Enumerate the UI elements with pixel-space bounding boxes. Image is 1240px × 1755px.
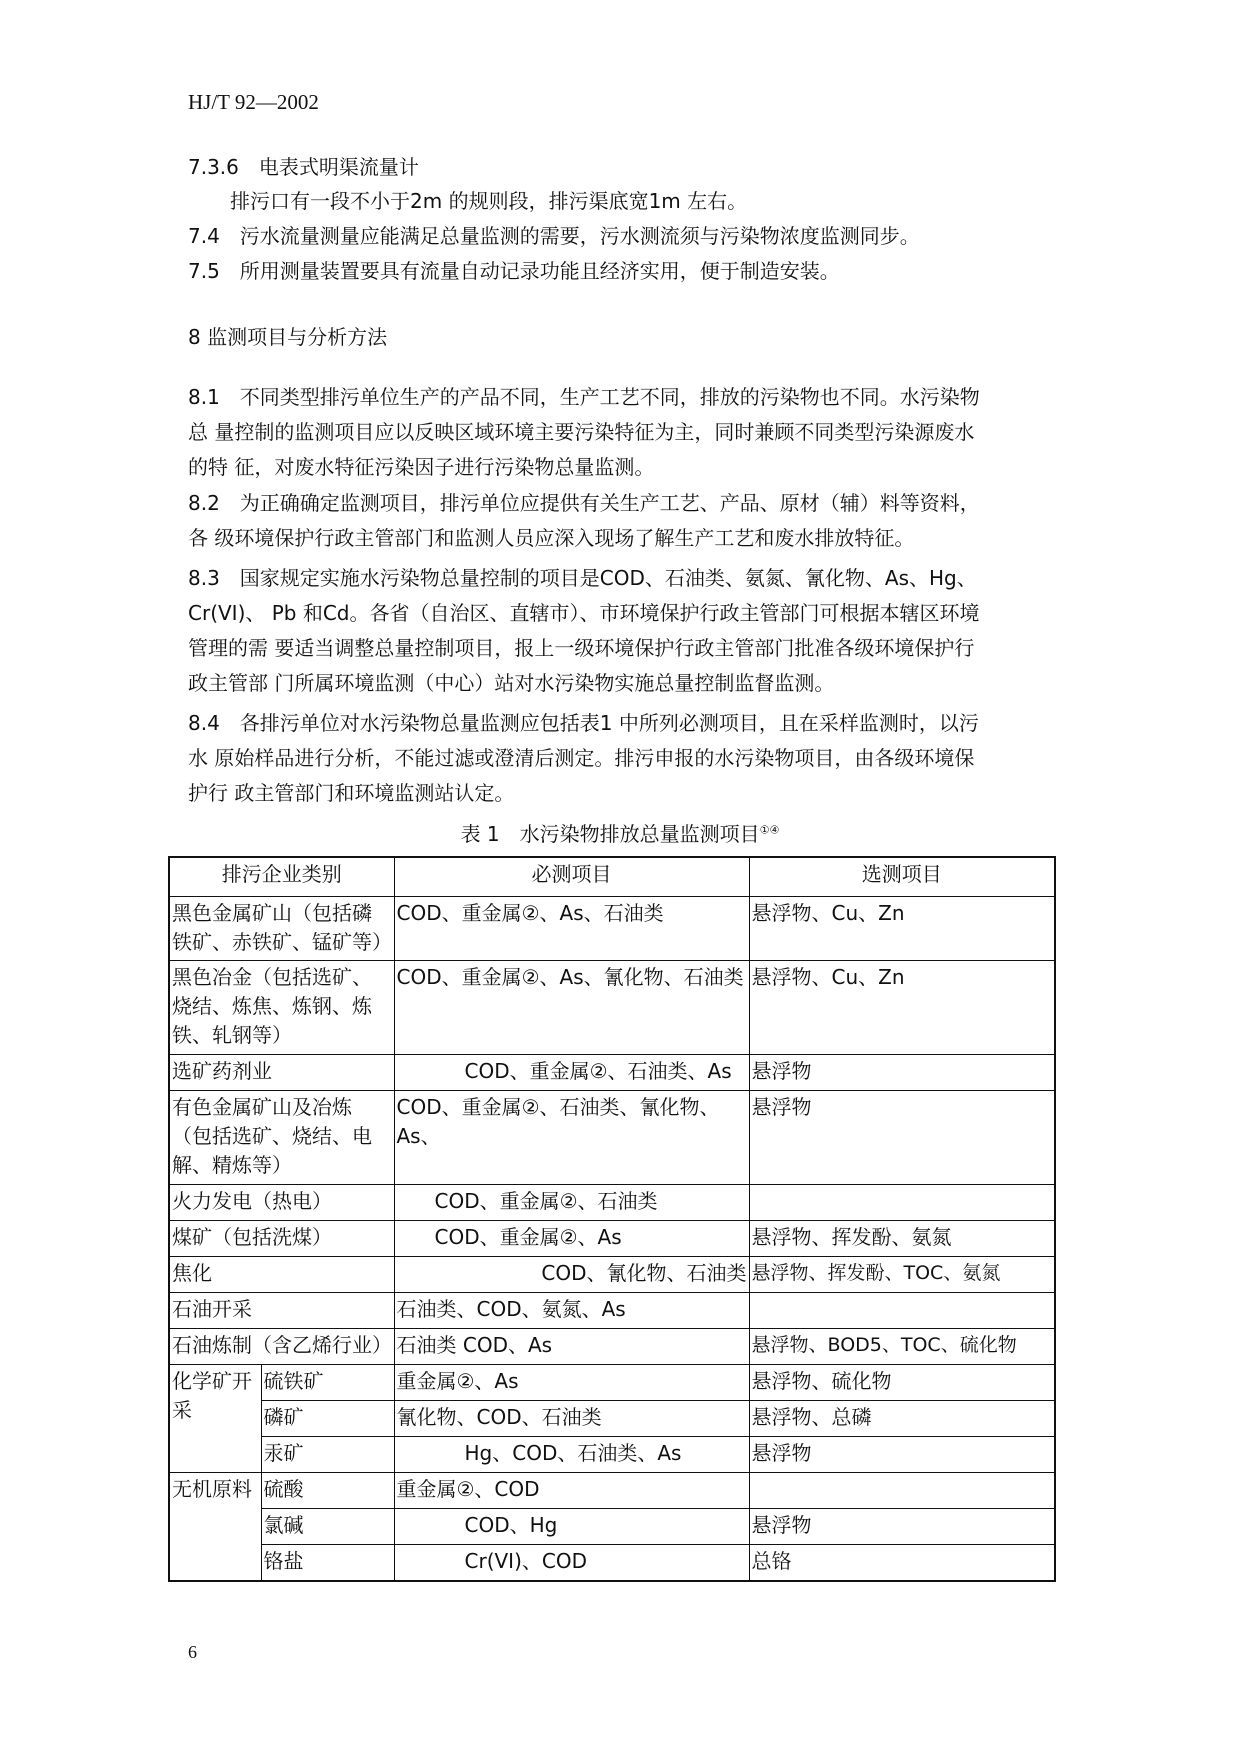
row-category: 选矿药剂业 — [169, 1055, 394, 1091]
row-category: 煤矿（包括洗煤） — [169, 1221, 394, 1257]
table-row — [169, 897, 1055, 961]
section-8-3-line4: 政主管部 门所属环境监测（中心）站对水污染物实施总量控制监督监测。 — [188, 671, 835, 695]
section-8-1-line1: 8.1 不同类型排污单位生产的产品不同，生产工艺不同，排放的污染物也不同。水污染物 — [188, 385, 980, 409]
row-required: 石油类、COD、氨氮、As — [394, 1293, 749, 1329]
row-required: COD、重金属②、石油类、氰化物、As、 — [394, 1091, 749, 1185]
row-required: COD、重金属②、As — [394, 1221, 749, 1257]
table-row — [169, 1257, 1055, 1293]
row-category: 焦化 — [169, 1257, 394, 1293]
row-subcategory: 铬盐 — [261, 1545, 394, 1581]
row-required: COD、重金属②、As、石油类 — [394, 897, 749, 961]
section-8-1-line3: 的特 征，对废水特征污染因子进行污染物总量监测。 — [188, 455, 655, 479]
row-required: COD、氰化物、石油类 — [394, 1257, 749, 1293]
row-required: 石油类 COD、As — [394, 1329, 749, 1365]
row-optional — [749, 1473, 1055, 1509]
page-number: 6 — [188, 1642, 197, 1662]
table-row — [169, 1293, 1055, 1329]
section-8-4-line1: 8.4 各排污单位对水污染物总量监测应包括表1 中所列必测项目，且在采样监测时，以污 — [188, 711, 979, 735]
row-category: 黑色金属矿山（包括磷铁矿、赤铁矿、锰矿等） — [169, 897, 394, 961]
row-category: 石油开采 — [169, 1293, 394, 1329]
section-8-heading: 8 监测项目与分析方法 — [188, 325, 388, 349]
table-row — [169, 1221, 1055, 1257]
table-header-row — [169, 857, 1055, 897]
row-required: COD、重金属②、石油类、As — [394, 1055, 749, 1091]
table-caption — [0, 818, 1240, 847]
table-row — [169, 1545, 1055, 1581]
group-label-chemical-mining: 化学矿开采 — [169, 1365, 261, 1473]
row-optional: 悬浮物 — [749, 1055, 1055, 1091]
section-8-3-line3: 管理的需 要适当调整总量控制项目，报上一级环境保护行政主管部门批准各级环境保护行 — [188, 636, 975, 660]
row-category: 有色金属矿山及冶炼（包括选矿、烧结、电解、精炼等） — [169, 1091, 394, 1185]
row-optional: 悬浮物、硫化物 — [749, 1365, 1055, 1401]
document-code: HJ/T 92—2002 — [188, 90, 319, 114]
table-row — [169, 1509, 1055, 1545]
table-row — [169, 1437, 1055, 1473]
row-optional: 悬浮物 — [749, 1509, 1055, 1545]
row-required: 氰化物、COD、石油类 — [394, 1401, 749, 1437]
row-optional: 总铬 — [749, 1545, 1055, 1581]
row-required: Cr(VI)、COD — [394, 1545, 749, 1581]
header-required: 必测项目 — [394, 857, 749, 897]
group-label-inorganic-materials: 无机原料 — [169, 1473, 261, 1581]
row-optional: 悬浮物、总磷 — [749, 1401, 1055, 1437]
row-optional: 悬浮物、挥发酚、氨氮 — [749, 1221, 1055, 1257]
table-caption-text: 表 1 水污染物排放总量监测项目 — [460, 822, 760, 846]
row-required: COD、重金属②、石油类 — [394, 1185, 749, 1221]
row-category: 石油炼制（含乙烯行业） — [169, 1329, 394, 1365]
section-8-4-line2: 水 原始样品进行分析，不能过滤或澄清后测定。排污申报的水污染物项目，由各级环境保 — [188, 746, 975, 770]
section-8-1-line2: 总 量控制的监测项目应以反映区域环境主要污染特征为主，同时兼顾不同类型污染源废水 — [188, 420, 975, 444]
row-required: COD、重金属②、As、氰化物、石油类 — [394, 961, 749, 1055]
section-7-4: 7.4 污水流量测量应能满足总量监测的需要，污水测流须与污染物浓度监测同步。 — [188, 224, 920, 248]
section-7-5: 7.5 所用测量装置要具有流量自动记录功能且经济实用，便于制造安装。 — [188, 259, 840, 283]
monitoring-items-table — [168, 856, 1056, 1582]
row-subcategory: 氯碱 — [261, 1509, 394, 1545]
row-required: COD、Hg — [394, 1509, 749, 1545]
section-8-2-line1: 8.2 为正确确定监测项目，排污单位应提供有关生产工艺、产品、原材（辅）料等资料， — [188, 491, 980, 515]
row-subcategory: 磷矿 — [261, 1401, 394, 1437]
row-optional: 悬浮物、BOD5、TOC、硫化物 — [749, 1329, 1055, 1365]
table-row — [169, 961, 1055, 1055]
row-required: Hg、COD、石油类、As — [394, 1437, 749, 1473]
row-required: 重金属②、As — [394, 1365, 749, 1401]
row-subcategory: 硫铁矿 — [261, 1365, 394, 1401]
table-row — [169, 1091, 1055, 1185]
row-optional — [749, 1293, 1055, 1329]
table-row — [169, 1473, 1055, 1509]
section-7-3-6-title: 7.3.6 电表式明渠流量计 — [188, 155, 419, 179]
table-row — [169, 1329, 1055, 1365]
table-caption-footnote: ①④ — [759, 823, 780, 837]
section-8-2-line2: 各 级环境保护行政主管部门和监测人员应深入现场了解生产工艺和废水排放特征。 — [188, 526, 915, 550]
row-category: 火力发电（热电） — [169, 1185, 394, 1221]
section-8-4-line3: 护行 政主管部门和环境监测站认定。 — [188, 781, 515, 805]
table-row — [169, 1365, 1055, 1401]
header-optional: 选测项目 — [749, 857, 1055, 897]
table-row — [169, 1185, 1055, 1221]
section-7-3-6-text: 排污口有一段不小于2m 的规则段，排污渠底宽1m 左右。 — [230, 189, 748, 213]
row-optional: 悬浮物、Cu、Zn — [749, 897, 1055, 961]
table-row — [169, 1401, 1055, 1437]
header-category: 排污企业类别 — [169, 857, 394, 897]
row-optional: 悬浮物 — [749, 1437, 1055, 1473]
row-subcategory: 汞矿 — [261, 1437, 394, 1473]
row-required: 重金属②、COD — [394, 1473, 749, 1509]
row-optional: 悬浮物 — [749, 1091, 1055, 1185]
section-8-3-line1: 8.3 国家规定实施水污染物总量控制的项目是COD、石油类、氨氮、氰化物、As、Hg、 — [188, 566, 977, 590]
row-optional: 悬浮物、挥发酚、TOC、氨氮 — [749, 1257, 1055, 1293]
row-category: 黑色冶金（包括选矿、烧结、炼焦、炼钢、炼铁、轧钢等） — [169, 961, 394, 1055]
table-row — [169, 1055, 1055, 1091]
row-optional — [749, 1185, 1055, 1221]
section-8-3-line2: Cr(VI)、 Pb 和Cd。各省（自治区、直辖市）、市环境保护行政主管部门可根据本辖区环境 — [188, 601, 980, 625]
row-optional: 悬浮物、Cu、Zn — [749, 961, 1055, 1055]
row-subcategory: 硫酸 — [261, 1473, 394, 1509]
